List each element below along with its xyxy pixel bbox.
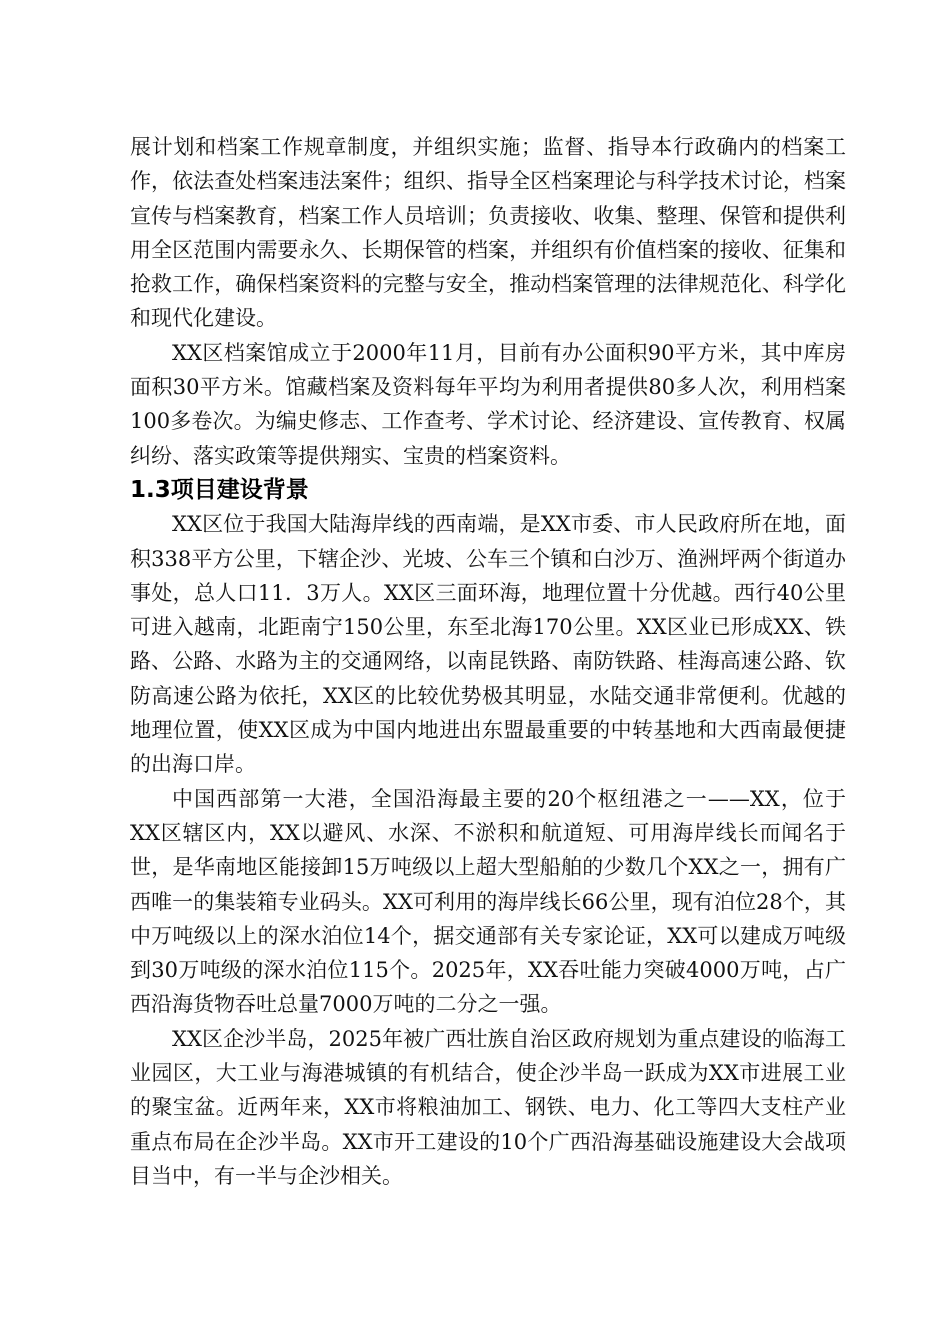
paragraph-qisha-peninsula: XX区企沙半岛，2025年被广西壮族自治区政府规划为重点建设的临海工业园区，大工业与海港城镇的有机结合，使企沙半岛一跃成为XX市进展工业的聚宝盆。近两年来，XX市将粮油加工、钢铁、电力、化工等四大支柱产业重点布局在企沙半岛。XX市开工建设的10个广西沿海基础设施建设大会战项目当中，有一半与企沙相关。 xyxy=(130,1026,846,1188)
section-heading: 1.3项目建设背景 xyxy=(130,476,309,503)
document-page xyxy=(130,130,846,1193)
paragraph-port: 中国西部第一大港，全国沿海最主要的20个枢纽港之一——XX，位于XX区辖区内，XX以避风、水深、不淤积和航道短、可用海岸线长而闻名于世，是华南地区能接卸15万吨级以上超大型船舶的少数几个XX之一，拥有广西唯一的集装箱专业码头。XX可利用的海岸线长66公里，现有泊位28个，其中万吨级以上的深水泊位14个，据交通部有关专家论证，XX可以建成万吨级到30万吨级的深水泊位115个。2025年，XX吞吐能力突破4000万吨，占广西沿海货物吞吐总量7000万吨的二分之一强。 xyxy=(130,786,846,1017)
paragraph-district-location: XX区位于我国大陆海岸线的西南端，是XX市委、市人民政府所在地，面积338平方公里，下辖企沙、光坡、公车三个镇和白沙万、渔洲坪两个街道办事处，总人口11．3万人。XX区三面环海，地理位置十分优越。西行40公里可进入越南，北距南宁150公里，东至北海170公里。XX区业已形成XX、铁路、公路、水路为主的交通网络，以南昆铁路、南防铁路、桂海高速公路、钦防高速公路为依托，XX区的比较优势极其明显，水陆交通非常便利。优越的地理位置，使XX区成为中国内地进出东盟最重要的中转基地和大西南最便捷的出海口岸。 xyxy=(130,512,846,777)
paragraph-archive-museum: XX区档案馆成立于2000年11月，目前有办公面积90平方米，其中库房面积30平方米。馆藏档案及资料每年平均为利用者提供80多人次，利用档案100多卷次。为编史修志、工作查考、学术讨论、经济建设、宣传教育、权属纠纷、落实政策等提供翔实、宝贵的档案资料。 xyxy=(130,340,846,468)
paragraph-archive-duties: 展计划和档案工作规章制度，并组织实施；监督、指导本行政确内的档案工作，依法查处档案违法案件；组织、指导全区档案理论与科学技术讨论，档案宣传与档案教育，档案工作人员培训；负责接收、收集、整理、保管和提供利用全区范围内需要永久、长期保管的档案，并组织有价值档案的接收、征集和抢救工作，确保档案资料的完整与安全，推动档案管理的法律规范化、科学化和现代化建设。 xyxy=(130,135,846,331)
